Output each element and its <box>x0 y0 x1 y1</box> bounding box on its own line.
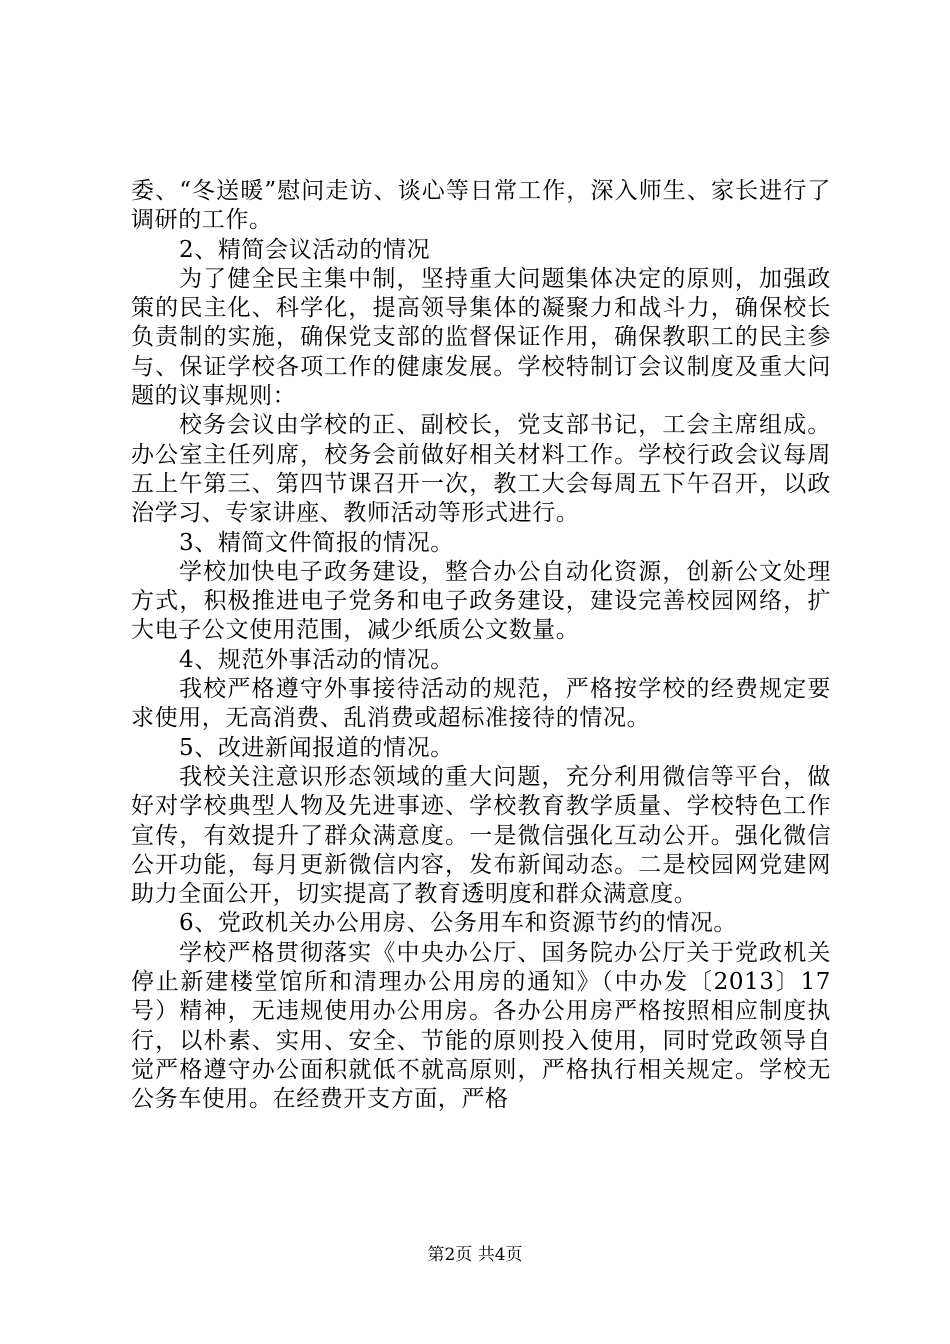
paragraph-continuation: 委、“冬送暖”慰问走访、谈心等日常工作，深入师生、家长进行了调研的工作。 <box>131 178 831 234</box>
section-heading-news: 5、改进新闻报道的情况。 <box>179 734 454 761</box>
section-heading-meetings: 2、精简会议活动的情况 <box>179 236 431 263</box>
page-footer: 第2页 共4页 <box>427 1245 523 1265</box>
paragraph: 为了健全民主集中制，坚持重大问题集体决定的原则，加强政策的民主化、科学化，提高领导集体的凝聚力和战斗力，确保校长负责制的实施，确保党支部的监督保证作用，确保教职工的民主参与、保证学校各项工作的健康发展。学校特制订会议制度及重大问题的议事规则： <box>131 265 831 410</box>
paragraph: 我校关注意识形态领域的重大问题，充分利用微信等平台，做好对学校典型人物及先进事迹、学校教育教学质量、学校特色工作宣传，有效提升了群众满意度。一是微信强化互动公开。强化微信公开功能，每月更新微信内容，发布新闻动态。二是校园网党建网助力全面公开，切实提高了教育透明度和群众满意度。 <box>131 763 831 908</box>
section-heading-foreign-affairs: 4、规范外事活动的情况。 <box>179 646 454 673</box>
document-body <box>131 177 831 1115</box>
paragraph: 学校加快电子政务建设，整合办公自动化资源，创新公文处理方式，积极推进电子党务和电子政务建设，建设完善校园网络，扩大电子公文使用范围，减少纸质公文数量。 <box>131 558 831 644</box>
paragraph: 学校严格贯彻落实《中央办公厅、国务院办公厅关于党政机关停止新建楼堂馆所和清理办公用房的通知》（中办发〔2013〕17号）精神，无违规使用办公用房。各办公用房严格按照相应制度执行，以朴素、实用、安全、节能的原则投入使用，同时党政领导自觉严格遵守办公面积就低不就高原则，严格执行相关规定。学校无公务车使用。在经费开支方面，严格 <box>131 939 831 1113</box>
section-heading-office-resources: 6、党政机关办公用房、公务用车和资源节约的情况。 <box>179 910 738 937</box>
section-heading-documents: 3、精简文件简报的情况。 <box>179 529 454 556</box>
paragraph: 我校严格遵守外事接待活动的规范，严格按学校的经费规定要求使用，无高消费、乱消费或超标准接待的情况。 <box>131 676 831 732</box>
paragraph: 校务会议由学校的正、副校长，党支部书记，工会主席组成。办公室主任列席，校务会前做好相关材料工作。学校行政会议每周五上午第三、第四节课召开一次，教工大会每周五下午召开，以政治学习、专家讲座、教师活动等形式进行。 <box>131 412 831 527</box>
